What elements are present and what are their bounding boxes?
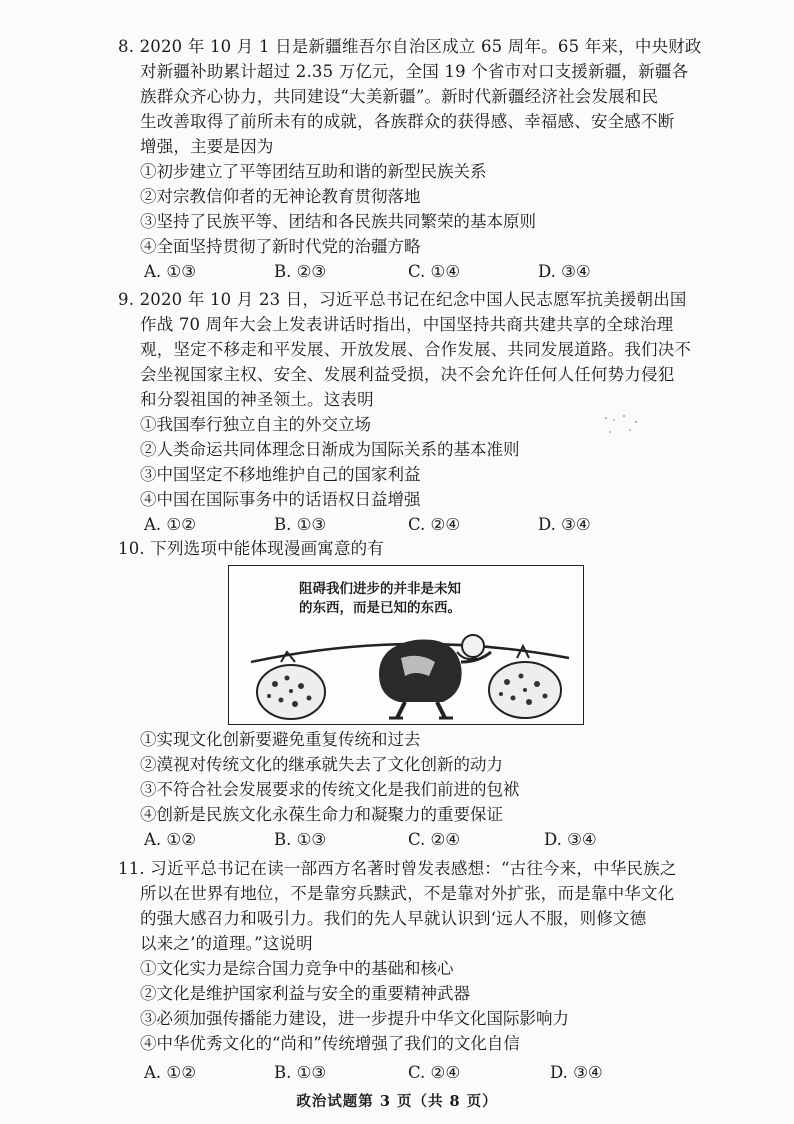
option-d: D. ③④ [538,515,591,534]
option-a: A. ①② [144,830,196,849]
option-a: A. ①② [144,515,196,534]
question-11-item: ③必须加强传播能力建设，进一步提升中华文化国际影响力 [140,1009,569,1028]
option-b: B. ①③ [274,830,327,849]
question-8 [118,34,702,284]
option-c: C. ①④ [408,262,461,281]
question-10-item: ①实现文化创新要避免重复传统和过去 [140,730,421,749]
cartoon-drawing [229,566,583,724]
question-9-item: ①我国奉行独立自主的外交立场 [140,415,371,434]
question-8-item: ④全面坚持贯彻了新时代党的治疆方略 [140,237,421,256]
question-8-stem-line: 8. 2020 年 10 月 1 日是新疆维吾尔自治区成立 65 周年。65 年来，中央财政 [118,37,702,56]
option-b: B. ②③ [274,262,327,281]
option-a: A. ①② [144,1063,196,1082]
cartoon-image [228,565,584,725]
page-footer: 政治试题第 3 页（共 8 页） [296,1093,498,1110]
question-11-item: ④中华优秀文化的“尚和”传统增强了我们的文化自信 [140,1034,520,1053]
option-c: C. ②④ [408,515,461,534]
cartoon-caption-line: 的东西，而是已知的东西。 [299,600,461,616]
question-9-stem-line: 观，坚定不移走和平发展、开放发展、合作发展、共同发展道路。我们决不 [140,340,692,359]
question-11-item: ②文化是维护国家利益与安全的重要精神武器 [140,984,470,1003]
question-10-stem-line: 10. 下列选项中能体现漫画寓意的有 [118,539,385,558]
option-d: D. ③④ [550,1063,603,1082]
question-8-item: ①初步建立了平等团结互助和谐的新型民族关系 [140,162,487,181]
question-9-stem-line: 9. 2020 年 10 月 23 日，习近平总书记在纪念中国人民志愿军抗美援朝出国 [118,290,687,309]
question-9-options [118,512,678,537]
question-8-stem-line: 增强，主要是因为 [140,137,274,156]
option-d: D. ③④ [544,830,597,849]
option-a: A. ①③ [144,262,196,281]
question-9-item: ②人类命运共同体理念日渐成为国际关系的基本准则 [140,440,520,459]
question-8-stem-line: 族群众齐心协力，共同建设“大美新疆”。新时代新疆经济社会发展和民 [140,87,659,106]
question-9-stem-line: 作战 70 周年大会上发表讲话时指出，中国坚持共商共建共享的全球治理 [140,315,674,334]
question-11-stem-line: 的强大感召力和吸引力。我们的先人早就认识到‘远人不服，则修文德 [140,909,647,928]
question-9 [118,287,692,537]
question-8-stem-line: 对新疆补助累计超过 2.35 万亿元，全国 19 个省市对口支援新疆，新疆各 [140,62,689,81]
question-10-item: ④创新是民族文化永葆生命力和凝聚力的重要保证 [140,805,503,824]
question-8-item: ②对宗教信仰者的无神论教育贯彻落地 [140,187,421,206]
question-11-stem-line: 所以在世界有地位，不是靠穷兵黩武，不是靠对外扩张，而是靠中华文化 [140,884,675,903]
question-11-stem-line: 11. 习近平总书记在读一部西方名著时曾发表感想：“古往今来，中华民族之 [118,859,677,878]
question-11-options [118,1060,678,1085]
question-9-item: ④中国在国际事务中的话语权日益增强 [140,490,421,509]
question-11-stem-line: 以来之’的道理。”这说明 [140,934,313,953]
question-8-stem-line: 生改善取得了前所未有的成就，各族群众的获得感、幸福感、安全感不断 [140,112,675,131]
question-10-options [118,827,678,852]
option-c: C. ②④ [408,1063,461,1082]
question-8-options [118,259,678,284]
cartoon-caption-line: 阻碍我们进步的并非是未知 [299,581,461,597]
question-11-item: ①文化实力是综合国力竞争中的基础和核心 [140,959,454,978]
question-11 [118,856,678,1081]
question-9-item: ③中国坚定不移地维护自己的国家利益 [140,465,421,484]
question-8-item: ③坚持了民族平等、团结和各民族共同繁荣的基本原则 [140,212,536,231]
option-c: C. ②④ [408,830,461,849]
question-10-body [118,727,678,852]
option-b: B. ①③ [274,1063,327,1082]
option-d: D. ③④ [538,262,591,281]
question-9-stem-line: 和分裂祖国的神圣领土。这表明 [140,390,374,409]
question-10-item: ③不符合社会发展要求的传统文化是我们前进的包袱 [140,780,520,799]
scan-specks [600,410,640,440]
question-9-stem-line: 会坐视国家主权、安全、发展利益受损，决不会允许任何人任何势力侵犯 [140,365,675,384]
option-b: B. ①③ [274,515,327,534]
question-10 [118,536,678,561]
question-10-item: ②漠视对传统文化的继承就失去了文化创新的动力 [140,755,503,774]
